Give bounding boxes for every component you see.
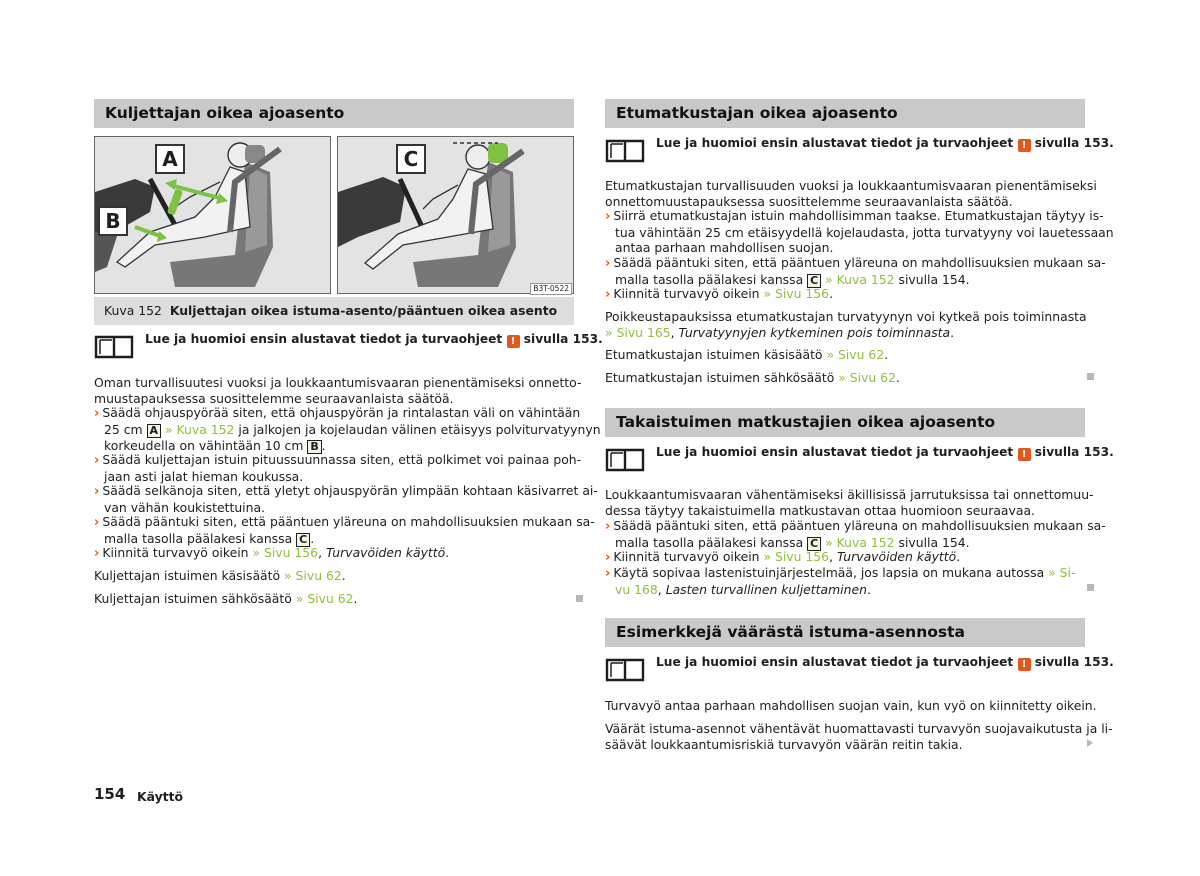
warning-icon: ! <box>1018 658 1031 671</box>
book-icon <box>605 136 645 164</box>
figure-panel-right <box>337 136 574 294</box>
link-figure-152[interactable]: » Kuva 152 <box>825 271 895 287</box>
left-section-header: Kuljettajan oikea ajoasento <box>94 99 574 128</box>
bullet-arrow-icon: › <box>94 484 100 499</box>
link-figure-152[interactable]: » Kuva 152 <box>165 421 235 437</box>
left-bullet-4: › Säädä pääntuki siten, että pääntuen yläreuna on mahdollisuuksien mukaan sa- malla tasolla päälakesi kanssa C . <box>94 514 595 546</box>
link-page-156[interactable]: » Sivu 156 <box>252 545 319 560</box>
bullet-arrow-icon: › <box>94 515 100 530</box>
ref-box-c: C <box>807 274 821 288</box>
note-text: Lue ja huomioi ensin alustavat tiedot ja turvaohjeet ! sivulla 153. <box>656 136 1114 151</box>
figure-code: B3T-0522 <box>530 283 572 295</box>
bullet-arrow-icon: › <box>94 546 100 561</box>
left-para-manual-seat: Kuljettajan istuimen käsisäätö » Sivu 62. <box>94 568 346 583</box>
bullet-arrow-icon: › <box>605 566 611 581</box>
right-safety-note-1 <box>605 136 1114 164</box>
caption-number: Kuva 152 <box>104 303 162 318</box>
ref-box-c: C <box>296 533 310 547</box>
bullet-arrow-icon: › <box>94 406 100 421</box>
link-figure-152[interactable]: » Kuva 152 <box>825 534 895 550</box>
bullet-arrow-icon: › <box>605 256 611 271</box>
warning-icon: ! <box>1018 139 1031 152</box>
link-page-62[interactable]: » Sivu 62 <box>284 568 342 583</box>
right-section-header-1: Etumatkustajan oikea ajoasento <box>605 99 1085 128</box>
right-s1-para-electric: Etumatkustajan istuimen sähkösäätö » Sivu 62. <box>605 370 900 385</box>
bullet-arrow-icon: › <box>605 209 611 224</box>
right-s1-bullet-2: › Säädä pääntuki siten, että pääntuen yläreuna on mahdollisuuksien mukaan sa- malla tasolla päälakesi kanssa C » Kuva 152 sivulla 154. <box>605 255 1106 287</box>
caption-title: Kuljettajan oikea istuma-asento/pääntuen oikea asento <box>169 303 558 318</box>
note-text: Lue ja huomioi ensin alustavat tiedot ja turvaohjeet ! sivulla 153. <box>656 445 1114 460</box>
left-safety-note <box>94 332 603 360</box>
link-page-62[interactable]: » Sivu 62 <box>826 347 885 362</box>
headrest-illustration <box>338 137 574 294</box>
right-s1-para-airbag: Poikkeustapauksissa etumatkustajan turvatyynyn voi kytkeä pois toiminnasta » Sivu 165, Turvatyynyjen kytkeminen pois toiminnasta. <box>605 309 1087 340</box>
right-s2-bullet-2: › Kiinnitä turvavyö oikein » Sivu 156, Turvavöiden käyttö. <box>605 549 961 565</box>
bullet-arrow-icon: › <box>605 550 611 565</box>
figure-label-a: A <box>155 144 185 174</box>
warning-icon: ! <box>1018 448 1031 461</box>
book-icon <box>94 332 134 360</box>
note-text: Lue ja huomioi ensin alustavat tiedot ja turvaohjeet ! sivulla 153. <box>145 332 603 347</box>
left-bullet-5: › Kiinnitä turvavyö oikein » Sivu 156, Turvavöiden käyttö. <box>94 545 450 561</box>
right-section-header-3: Esimerkkejä väärästä istuma-asennosta <box>605 618 1085 647</box>
page-number: 154 <box>94 785 126 803</box>
figure-152 <box>94 136 574 296</box>
left-bullet-1: › Säädä ohjauspyörää siten, että ohjauspyörän ja rintalastan väli on vähintään 25 cm A » Kuva 152 ja jalkojen ja kojelaudan välinen etäisyys polviturvatyynyn korkeudella on vähintään 10 cm B . <box>94 405 601 453</box>
footer-section-title: Käyttö <box>137 789 184 804</box>
continue-arrow-icon <box>1087 739 1093 747</box>
ref-box-c: C <box>807 537 821 551</box>
figure-caption <box>94 297 574 325</box>
left-bullet-3: › Säädä selkänoja siten, että yletyt ohjauspyörän ylimpään kohtaan käsivarret ai- van vähän koukistettuina. <box>94 483 598 515</box>
ref-box-a: A <box>147 424 162 438</box>
right-s1-bullet-3: › Kiinnitä turvavyö oikein » Sivu 156. <box>605 286 834 302</box>
right-s3-para-1: Turvavyö antaa parhaan mahdollisen suojan vain, kun vyö on kiinnitetty oikein. <box>605 698 1097 713</box>
book-icon <box>605 655 645 683</box>
right-s1-bullet-1: › Siirrä etumatkustajan istuin mahdollisimman taakse. Etumatkustajan täytyy is- tua vähintään 25 cm etäisyydellä kojelaudasta, jotta turvatyyny voi lauetessaan antaa parhaan mahdollisen suojan. <box>605 208 1114 256</box>
link-page-165[interactable]: » Sivu 165 <box>605 324 671 340</box>
figure-label-b: B <box>98 206 128 236</box>
right-section-header-2: Takaistuimen matkustajien oikea ajoasento <box>605 408 1085 437</box>
figure-panel-left <box>94 136 331 294</box>
link-page-156[interactable]: » Sivu 156 <box>763 286 830 301</box>
right-s2-bullet-1: › Säädä pääntuki siten, että pääntuen yläreuna on mahdollisuuksien mukaan sa- malla tasolla päälakesi kanssa C » Kuva 152 sivulla 154. <box>605 518 1106 550</box>
bullet-arrow-icon: › <box>605 519 611 534</box>
right-s1-intro: Etumatkustajan turvallisuuden vuoksi ja loukkaantumisvaaran pienentämiseksi onnettomuustapauksessa suosittelemme seuraavanlaista säätöä. <box>605 178 1097 209</box>
end-marker <box>576 595 583 602</box>
note-text: Lue ja huomioi ensin alustavat tiedot ja turvaohjeet ! sivulla 153. <box>656 655 1114 670</box>
left-intro: Oman turvallisuutesi vuoksi ja loukkaantumisvaaran pienentämiseksi onnetto- muustapauksessa suosittelemme seuraavanlaista säätöä. <box>94 375 582 406</box>
right-s3-para-2: Väärät istuma-asennot vähentävät huomattavasti turvavyön suojavaikutusta ja li- säävät loukkaantumisriskiä turvavyön väärän reitin takia. <box>605 721 1113 752</box>
book-icon <box>605 445 645 473</box>
link-page-168[interactable]: » Si- <box>1048 565 1076 580</box>
end-marker <box>1087 584 1094 591</box>
right-s1-para-manual: Etumatkustajan istuimen käsisäätö » Sivu 62. <box>605 347 889 362</box>
link-page-62[interactable]: » Sivu 62 <box>838 370 896 385</box>
bullet-arrow-icon: › <box>94 453 100 468</box>
right-safety-note-3 <box>605 655 1114 683</box>
figure-label-c: C <box>396 144 426 174</box>
driver-seat-illustration <box>95 137 331 294</box>
bullet-arrow-icon: › <box>605 287 611 302</box>
ref-box-b: B <box>307 440 321 454</box>
link-page-156[interactable]: » Sivu 156 <box>763 549 830 564</box>
left-para-electric-seat: Kuljettajan istuimen sähkösäätö » Sivu 62. <box>94 591 358 606</box>
link-page-62[interactable]: » Sivu 62 <box>295 591 354 606</box>
right-safety-note-2 <box>605 445 1114 473</box>
end-marker <box>1087 373 1094 380</box>
left-bullet-2: › Säädä kuljettajan istuin pituussuunnassa siten, että polkimet voi painaa poh- jaan asti jalat hieman koukussa. <box>94 452 582 484</box>
warning-icon: ! <box>507 335 520 348</box>
right-s2-bullet-3: › Käytä sopivaa lastenistuinjärjestelmää, jos lapsia on mukana autossa » Si- vu 168, Lasten turvallinen kuljettaminen. <box>605 565 1076 597</box>
link-page-168-cont[interactable]: vu 168 <box>615 581 658 597</box>
right-s2-intro: Loukkaantumisvaaran vähentämiseksi äkillisissä jarrutuksissa tai onnettomuu- dessa täytyy takaistuimella matkustavan ottaa huomioon seuraavaa. <box>605 487 1094 518</box>
